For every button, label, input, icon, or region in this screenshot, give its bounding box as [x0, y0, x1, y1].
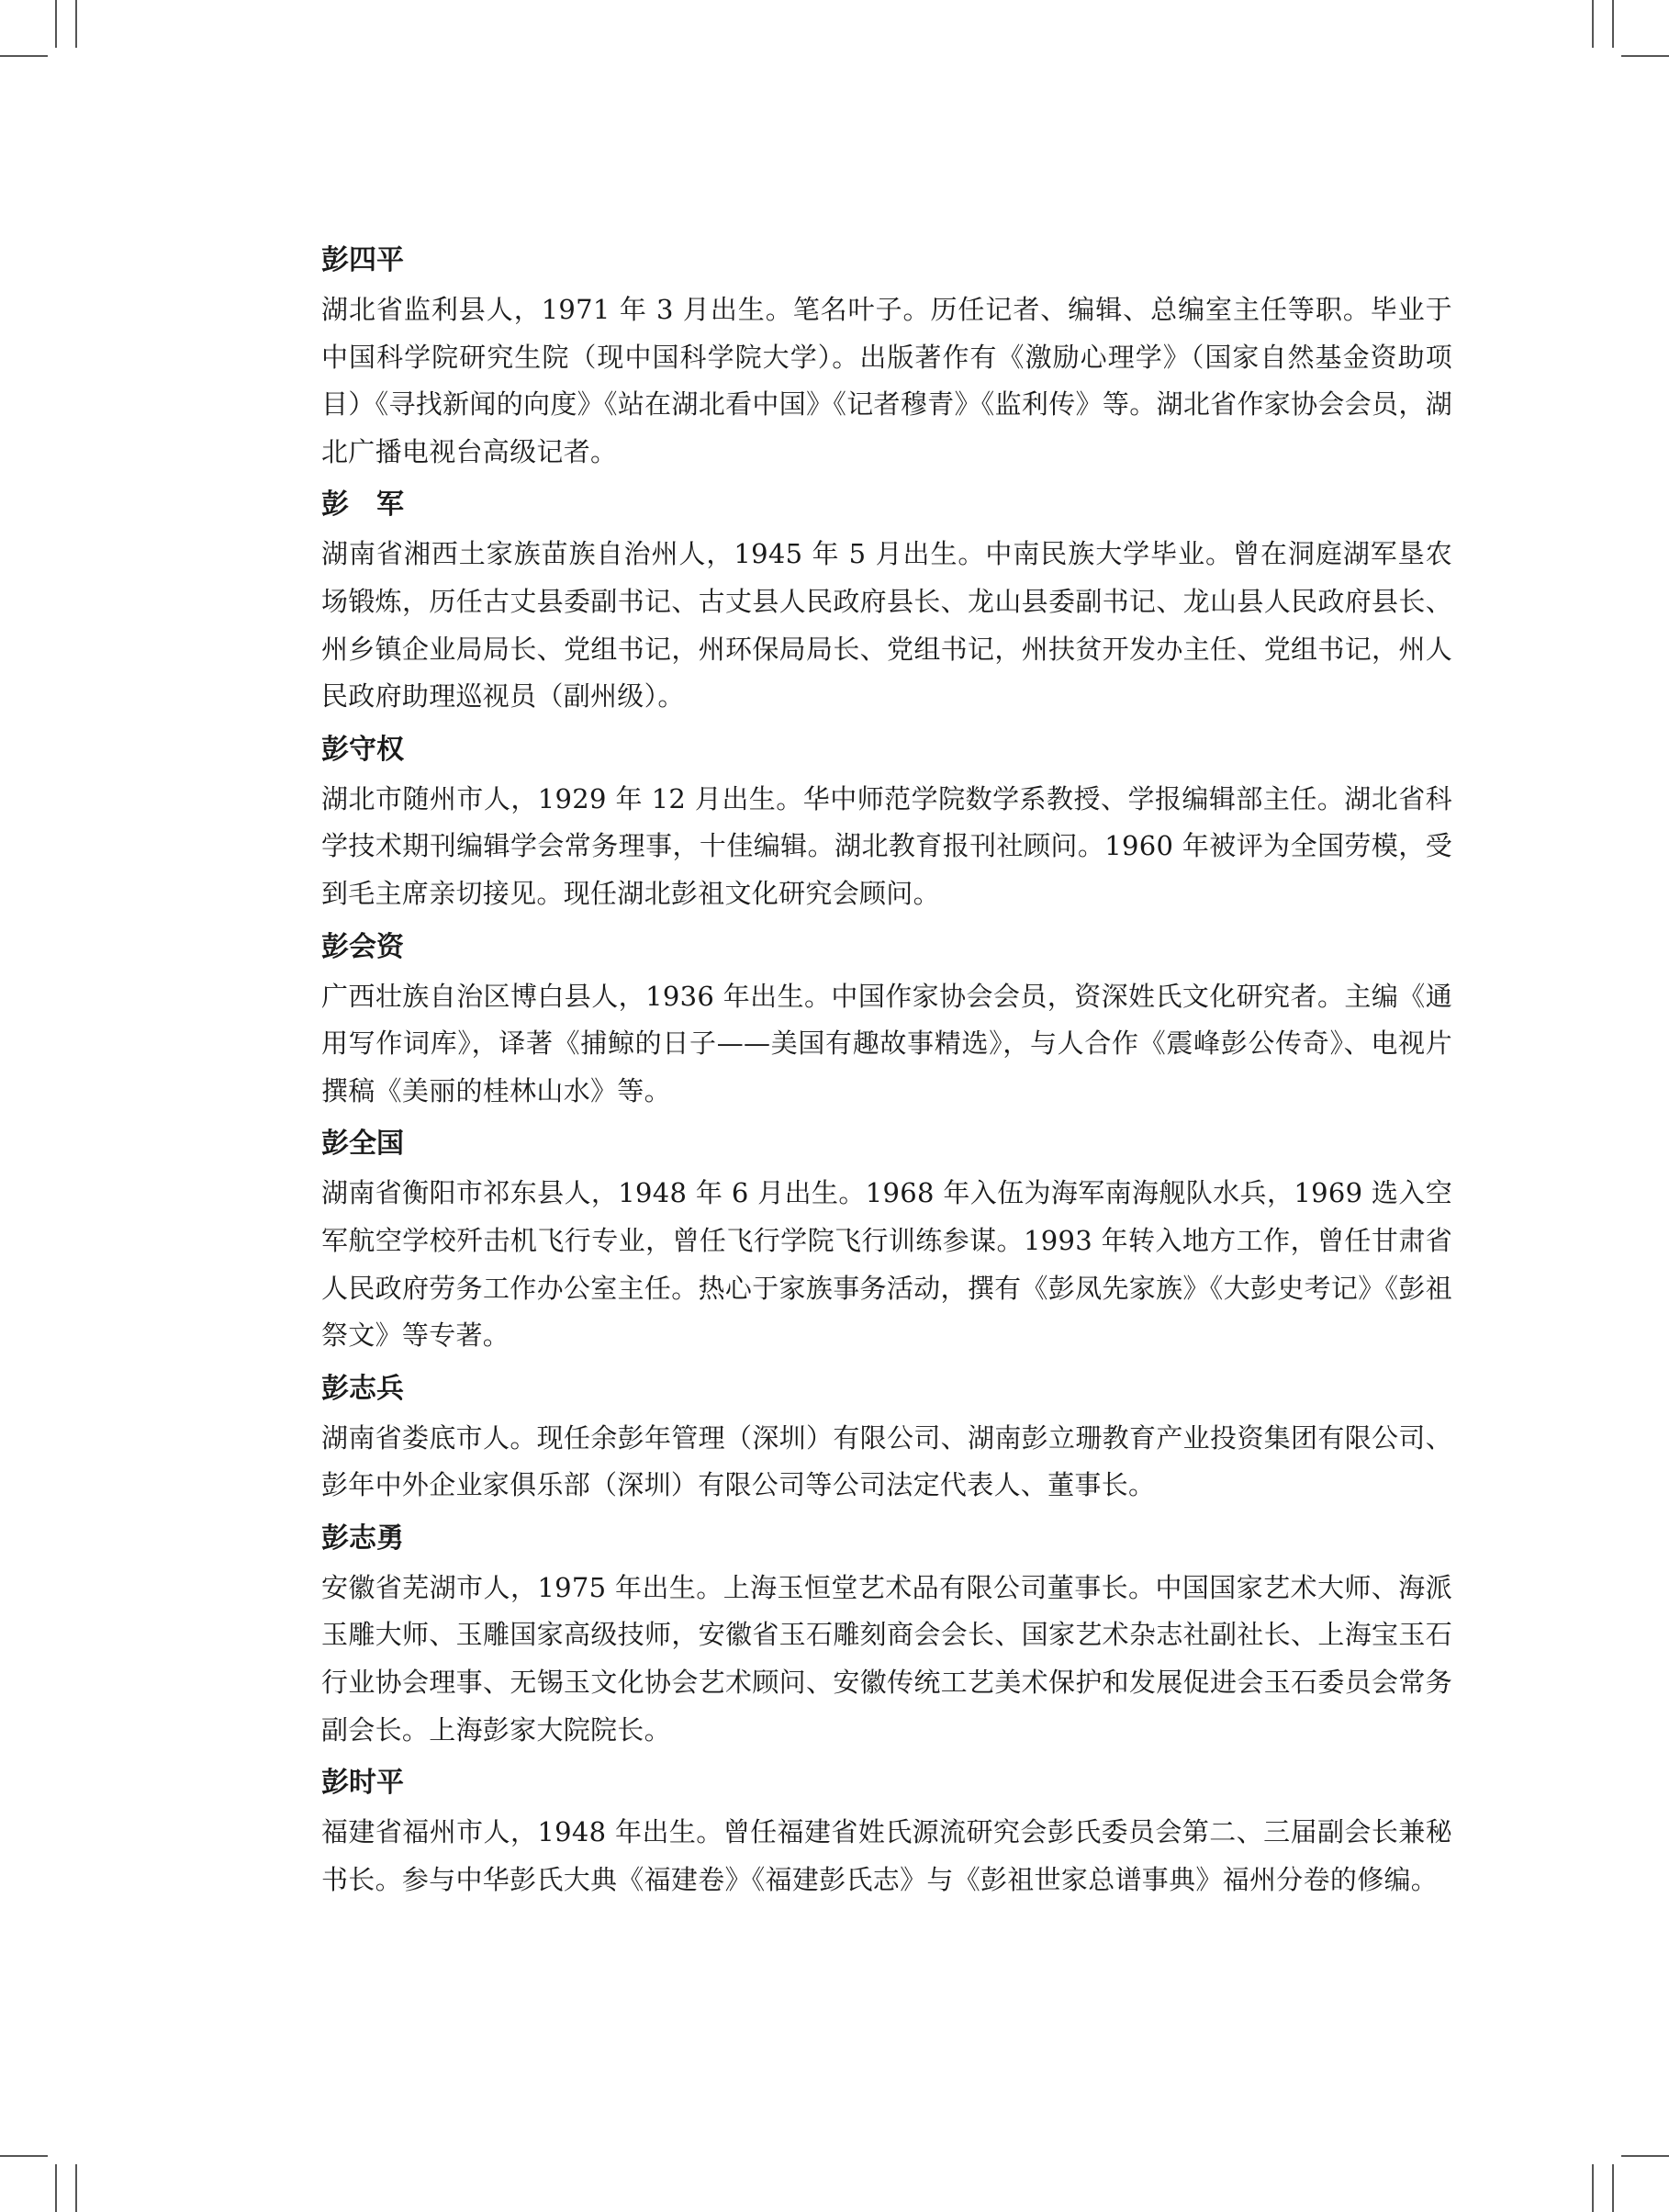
person-bio: 广西壮族自治区博白县人，1936 年出生。中国作家协会会员，资深姓氏文化研究者。主编《通用写作词库》，译著《捕鲸的日子——美国有趣故事精选》，与人合作《震峰彭公传奇》、电视片撰稿《美丽的桂林山水》等。: [321, 980, 1452, 1106]
biography-entry: [321, 924, 1452, 1116]
person-name: 彭四平: [321, 244, 404, 276]
biography-entry: [321, 1365, 1452, 1510]
person-bio: 湖南省衡阳市祁东县人，1948 年 6 月出生。1968 年入伍为海军南海舰队水兵，1969 选入空军航空学校歼击机飞行专业，曾任飞行学院飞行训练参谋。1993 年转入地方工作，曾任甘肃省人民政府劳务工作办公室主任。热心于家族事务活动，撰有《彭凤先家族》《大彭史考记》《彭祖祭文》等专著。: [321, 1177, 1452, 1352]
crop-mark: [1612, 2164, 1614, 2212]
biography-entry: [321, 481, 1452, 720]
crop-mark: [1621, 55, 1669, 57]
person-name: 彭会资: [321, 930, 404, 963]
person-bio: 湖南省娄底市人。现任余彭年管理（深圳）有限公司、湖南彭立珊教育产业投资集团有限公司、彭年中外企业家俱乐部（深圳）有限公司等公司法定代表人、董事长。: [321, 1421, 1452, 1501]
crop-mark: [75, 2164, 77, 2212]
biography-entry: [321, 1120, 1452, 1359]
biography-entry: [321, 726, 1452, 918]
person-name: 彭 军: [321, 488, 404, 522]
crop-mark: [1621, 2155, 1669, 2157]
biography-list: [321, 237, 1452, 1909]
person-bio: 湖北市随州市人，1929 年 12 月出生。华中师范学院数学系教授、学报编辑部主任。湖北省科学技术期刊编辑学会常务理事，十佳编辑。湖北教育报刊社顾问。1960 年被评为全国劳模，受到毛主席亲切接见。现任湖北彭祖文化研究会顾问。: [321, 782, 1452, 909]
biography-entry: [321, 1759, 1452, 1903]
person-name: 彭守权: [321, 733, 404, 766]
person-name: 彭志兵: [321, 1372, 404, 1405]
person-bio: 湖南省湘西土家族苗族自治州人，1945 年 5 月出生。中南民族大学毕业。曾在洞庭湖军垦农场锻炼，历任古丈县委副书记、古丈县人民政府县长、龙山县委副书记、龙山县人民政府县长、州乡镇企业局局长、党组书记，州环保局局长、党组书记，州扶贫开发办主任、党组书记，州人民政府助理巡视员（副州级）。: [321, 538, 1452, 713]
person-bio: 福建省福州市人，1948 年出生。曾任福建省姓氏源流研究会彭氏委员会第二、三届副会长兼秘书长。参与中华彭氏大典《福建卷》《福建彭氏志》与《彭祖世家总谱事典》福州分卷的修编。: [321, 1816, 1452, 1895]
crop-mark: [0, 2155, 48, 2157]
crop-mark: [55, 0, 57, 48]
crop-mark: [1612, 0, 1614, 48]
person-name: 彭时平: [321, 1767, 404, 1800]
crop-mark: [1592, 2164, 1594, 2212]
person-bio: 湖北省监利县人，1971 年 3 月出生。笔名叶子。历任记者、编辑、总编室主任等职。毕业于中国科学院研究生院（现中国科学院大学）。出版著作有《激励心理学》（国家自然基金资助项目）《寻找新闻的向度》《站在湖北看中国》《记者穆青》《监利传》等。湖北省作家协会会员，湖北广播电视台高级记者。: [321, 294, 1452, 467]
person-name: 彭全国: [321, 1128, 404, 1161]
crop-mark: [0, 55, 48, 57]
person-name: 彭志勇: [321, 1521, 404, 1555]
crop-mark: [1592, 0, 1594, 48]
person-bio: 安徽省芜湖市人，1975 年出生。上海玉恒堂艺术品有限公司董事长。中国国家艺术大师、海派玉雕大师、玉雕国家高级技师，安徽省玉石雕刻商会会长、国家艺术杂志社副社长、上海宝玉石行业协会理事、无锡玉文化协会艺术顾问、安徽传统工艺美术保护和发展促进会玉石委员会常务副会长。上海彭家大院院长。: [321, 1571, 1452, 1746]
crop-mark: [75, 0, 77, 48]
biography-entry: [321, 237, 1452, 476]
biography-entry: [321, 1515, 1452, 1754]
crop-mark: [55, 2164, 57, 2212]
